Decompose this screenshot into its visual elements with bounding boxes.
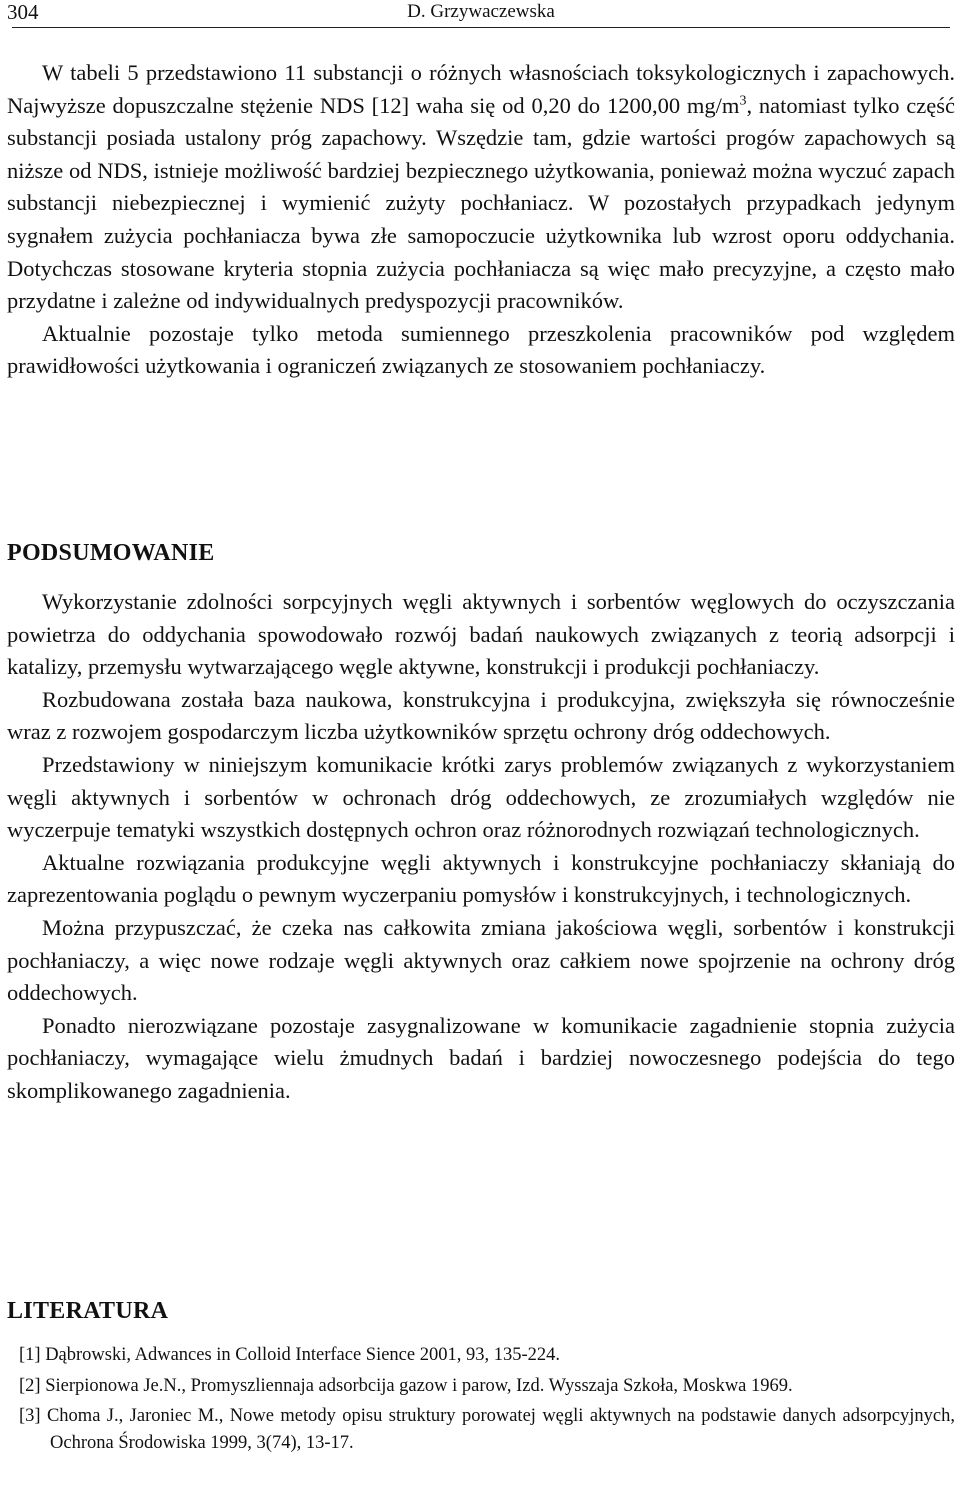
running-title: D. Grzywaczewska xyxy=(407,1,555,22)
reference-item: [2] Sierpionowa Je.N., Promyszliennaja adsorbcija gazow i parow, Izd. Wysszaja Szkoła, Moskwa 1969. xyxy=(19,1375,793,1396)
body-paragraph xyxy=(7,57,955,318)
intro-section xyxy=(7,57,955,383)
reference-item: [1] Dąbrowski, Adwances in Colloid Interface Sience 2001, 93, 135-224. xyxy=(19,1345,560,1365)
body-paragraph: Wykorzystanie zdolności sorpcyjnych węgli aktywnych i sorbentów węglowych do oczyszczania powietrza do oddychania spowodowało rozwój badań naukowych związanych z teorią adsorpcji i katalizy, przemysłu wytwarzającego węgle aktywne, konstrukcji i produkcji pochłaniaczy. xyxy=(7,589,955,680)
body-paragraph: Rozbudowana została baza naukowa, konstrukcyjna i produkcyjna, zwiększyła się równocześnie wraz z rozwojem gospodarczym liczba użytkowników sprzętu ochrony dróg oddechowych. xyxy=(7,686,955,745)
reference-list xyxy=(19,1342,955,1456)
page-number: 304 xyxy=(7,0,39,24)
summary-section xyxy=(7,586,955,1108)
page-header xyxy=(7,0,955,28)
body-paragraph: Aktualne rozwiązania produkcyjne węgli aktywnych i konstrukcyjne pochłaniaczy skłaniają do zaprezentowania poglądu o pewnym wyczerpaniu pomysłów i konstrukcyjnych, i technologicznych. xyxy=(7,849,955,908)
paragraph-text: W tabeli 5 przedstawiono 11 substancji o różnych własnościach toksykologicznych i zapachowych. Najwyższe dopuszczalne stężenie NDS [12] waha się od 0,20 do 1200,00 mg/m xyxy=(7,60,955,118)
body-paragraph: Przedstawiony w niniejszym komunikacie krótki zarys problemów związanych z wykorzystaniem węgli aktywnych i sorbentów w ochronach dróg oddechowych, ze zrozumiałych względów nie wyczerpuje tematyki wszystkich dostępnych ochron oraz różnorodnych rozwiązań technologicznych. xyxy=(7,751,955,843)
reference-item: [3] Choma J., Jaroniec M., Nowe metody opisu struktury porowatej węgli aktywnych na podstawie danych adsorpcyjnych, Ochrona Środowiska 1999, 3(74), 13-17. xyxy=(19,1406,955,1453)
body-paragraph: Można przypuszczać, że czeka nas całkowita zmiana jakościowa węgli, sorbentów i konstrukcji pochłaniaczy, a więc nowe rodzaje węgli aktywnych oraz całkiem nowe spojrzenie na ochrony dróg oddechowych. xyxy=(7,914,955,1006)
header-rule xyxy=(12,27,950,28)
section-heading-references: LITERATURA xyxy=(7,1298,169,1324)
superscript: 3 xyxy=(739,93,747,109)
body-paragraph: Ponadto nierozwiązane pozostaje zasygnalizowane w komunikacie zagadnienie stopnia zużycia pochłaniaczy, wymagające wielu żmudnych badań i bardziej nowoczesnego podejścia do tego skomplikowanego zagadnienia. xyxy=(7,1012,955,1103)
section-heading-summary: PODSUMOWANIE xyxy=(7,540,215,566)
paragraph-text: , natomiast tylko część substancji posiada ustalony próg zapachowy. Wszędzie tam, gdzie wartości progów zapachowych są niższe od NDS, istnieje możliwość bardziej bezpiecznego użytkowania, ponieważ można wyczuć zapach substancji niebezpiecznej i wymienić zużyty pochłaniacz. W pozostałych przypadkach jedynym sygnałem zużycia pochłaniacza bywa złe samopoczucie użytkownika lub wzrost oporu oddychania. Dotychczas stosowane kryteria stopnia zużycia pochłaniacza są więc mało precyzyjne, a często mało przydatne i zależne od indywidualnych predyspozycji pracowników. xyxy=(7,92,955,314)
body-paragraph: Aktualnie pozostaje tylko metoda sumiennego przeszkolenia pracowników pod względem prawidłowości użytkowania i ograniczeń związanych ze stosowaniem pochłaniaczy. xyxy=(7,320,955,379)
